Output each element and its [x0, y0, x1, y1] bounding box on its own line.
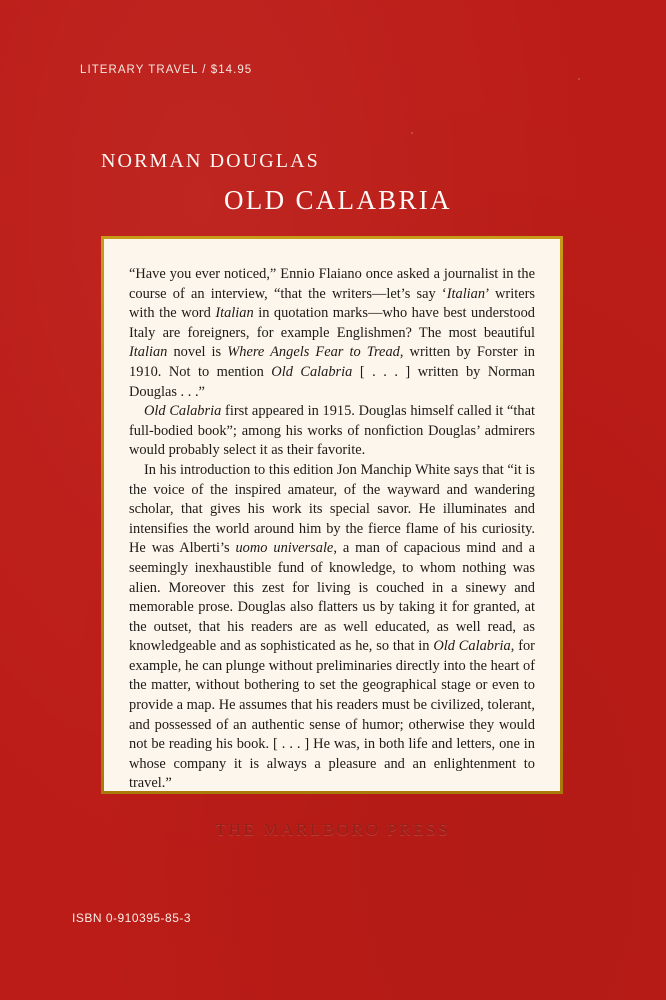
blurb-paragraph: In his introduction to this edition Jon Manchip White says that “it is the voice of the inspired amateur, of the wayward and wandering scholar, that gives his work its special savor. He illuminates and intensifies the world around him by the fierce flame of his curiosity. He was Alberti’s uomo universale, a man of capacious mind and a seemingly inexhaustible fund of knowledge, to whom nothing was alien. Moreover this zest for living is couched in a sinewy and memorable prose. Douglas also flatters us by taking it for granted, at the outset, that his readers are as well educated, as well read, as knowledgeable and as sophisticated as he, so that in Old Calabria, for example, he can plunge without preliminaries directly into the heart of the matter, without bothering to set the geographical stage or even to provide a map. He assumes that his readers must be civilized, tolerant, and possessed of an authentic sense of humor; otherwise they would not be reading his book. [ . . . ] He was, in both life and letters, one in whose company it is always a pleasure and an enlightenment to travel.” [129, 461, 535, 792]
paper-speck [578, 78, 580, 80]
author-name: NORMAN DOUGLAS [101, 150, 320, 172]
paper-speck [411, 132, 413, 134]
genre-and-price: LITERARY TRAVEL / $14.95 [80, 64, 253, 76]
publisher-name: THE MARLBORO PRESS [215, 820, 451, 839]
blurb-paragraph: “Have you ever noticed,” Ennio Flaiano once asked a journalist in the course of an interview, “that the writers—let’s say ‘Italian’ writers with the word Italian in quotation marks—who have best understood Italy are foreigners, for example Englishmen? The most beautiful Italian novel is Where Angels Fear to Tread, written by Forster in 1910. Not to mention Old Calabria [ . . . ] written by Norman Douglas . . .” [129, 266, 535, 400]
blurb-frame [101, 236, 563, 794]
isbn-text: ISBN 0-910395-85-3 [72, 911, 192, 925]
blurb-panel [104, 239, 560, 791]
book-title: OLD CALABRIA [224, 185, 452, 215]
blurb-paragraph: Old Calabria first appeared in 1915. Douglas himself called it “that full-bodied book”; among his works of nonfiction Douglas’ admirers would probably select it as their favorite. [129, 403, 535, 459]
